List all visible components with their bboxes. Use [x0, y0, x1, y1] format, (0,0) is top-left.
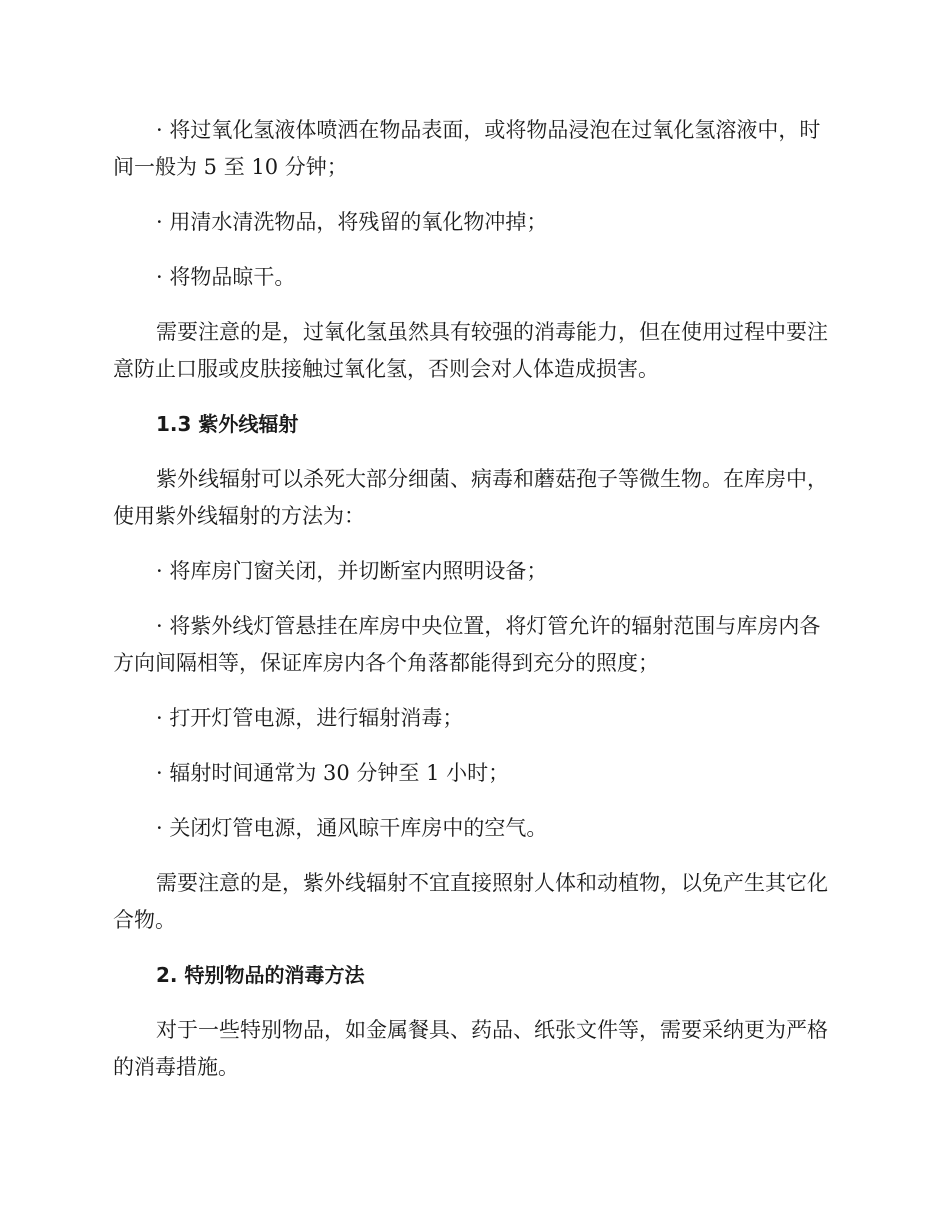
body-paragraph: 需要注意的是，过氧化氢虽然具有较强的消毒能力，但在使用过程中要注意防止口服或皮肤接触过氧化氢，否则会对人体造成损害。 [113, 320, 828, 381]
document-page [113, 112, 833, 1104]
bullet-paragraph: · 关闭灯管电源，通风晾干库房中的空气。 [156, 816, 548, 840]
bullet-paragraph: · 将紫外线灯管悬挂在库房中央位置，将灯管允许的辐射范围与库房内各方向间隔相等，保证库房内各个角落都能得到充分的照度； [113, 614, 821, 675]
bullet-paragraph: · 用清水清洗物品，将残留的氧化物冲掉； [156, 210, 548, 234]
bullet-paragraph: · 打开灯管电源，进行辐射消毒； [156, 706, 464, 730]
bullet-paragraph: · 将库房门窗关闭，并切断室内照明设备； [156, 559, 548, 583]
body-paragraph: 对于一些特别物品，如金属餐具、药品、纸张文件等，需要采纳更为严格的消毒措施。 [113, 1018, 828, 1079]
bullet-paragraph: · 将过氧化氢液体喷洒在物品表面，或将物品浸泡在过氧化氢溶液中，时间一般为 5 至 10 分钟； [113, 118, 821, 179]
body-paragraph: 需要注意的是，紫外线辐射不宜直接照射人体和动植物，以免产生其它化合物。 [113, 871, 828, 932]
bullet-paragraph: · 将物品晾干。 [156, 265, 296, 289]
section-heading: 1.3 紫外线辐射 [156, 412, 299, 436]
body-paragraph: 紫外线辐射可以杀死大部分细菌、病毒和蘑菇孢子等微生物。在库房中，使用紫外线辐射的方法为： [113, 467, 828, 528]
bullet-paragraph: · 辐射时间通常为 30 分钟至 1 小时； [156, 761, 510, 785]
section-heading: 2. 特别物品的消毒方法 [156, 963, 365, 987]
